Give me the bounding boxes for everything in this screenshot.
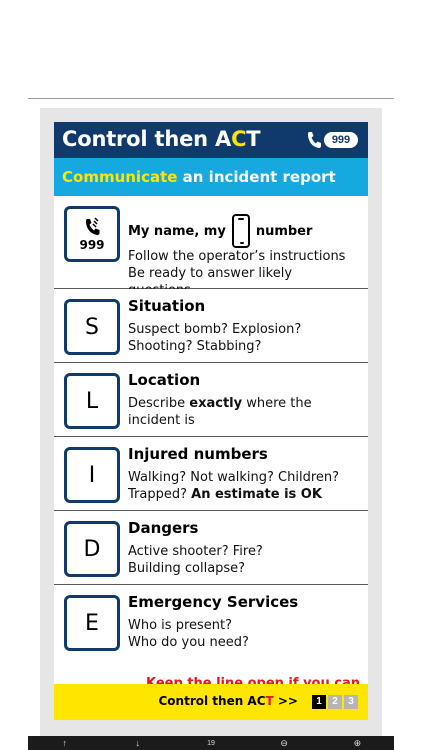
my-number-heading: My name, my number [128,214,312,248]
list-item-injured [54,437,368,511]
letter-d-box: D [64,521,120,577]
mobile-phone-icon [232,214,250,248]
icon-999-label: 999 [79,238,105,252]
dangers-body: Active shooter? Fire? Building collapse? [128,544,263,576]
list-item-emergency-services [54,585,368,657]
letter-s-box: S [64,299,120,355]
location-body: Describe exactly where the incident is [128,396,312,428]
zoom-out-icon[interactable]: ⊖ [280,737,288,748]
call-999-badge [306,130,360,150]
card-footer [54,684,368,720]
letter-i-box: I [64,447,120,503]
page-indicator [310,695,358,709]
phone-icon [306,130,322,150]
list-item-my-number [54,196,368,289]
list-item-dangers [54,511,368,585]
top-divider [28,98,394,99]
card-title: Control then ACT [62,127,261,151]
scroll-up-icon[interactable]: ↑ [62,738,67,748]
list-item-location [54,363,368,437]
page-number: 19 [207,739,215,747]
letter-l-box: L [64,373,120,429]
page-1-button[interactable]: 1 [312,695,326,709]
letter-e-box: E [64,595,120,651]
zoom-in-icon[interactable]: ⊕ [353,737,362,748]
my-number-body: Follow the operator’s instructions Be ready to answer likely [128,249,346,281]
act-card [54,122,368,720]
situation-body: Suspect bomb? Explosion? Shooting? Stabbing? [128,322,302,354]
footer-title-link[interactable]: Control then ACT >> [158,694,298,708]
ringing-phone-icon [81,216,103,238]
list-item-situation [54,289,368,363]
injured-body: Walking? Not walking? Children? Trapped? An estimate is OK [128,470,340,502]
location-heading: Location [128,371,201,389]
injured-heading: Injured numbers [128,445,268,463]
situation-heading: Situation [128,297,206,315]
card-header [54,122,368,158]
emergency-services-body: Who is present? Who do you need? [128,618,249,650]
call-999-icon [64,206,120,262]
viewer-toolbar [28,736,394,750]
section-subheader: Communicate an incident report [54,158,368,196]
dangers-heading: Dangers [128,519,199,537]
page-2-button[interactable]: 2 [328,695,342,709]
call-number: 999 [324,132,358,148]
emergency-services-heading: Emergency Services [128,593,299,611]
page-frame [40,108,382,736]
scroll-down-icon[interactable]: ↓ [135,738,141,748]
page-3-button[interactable]: 3 [344,695,358,709]
